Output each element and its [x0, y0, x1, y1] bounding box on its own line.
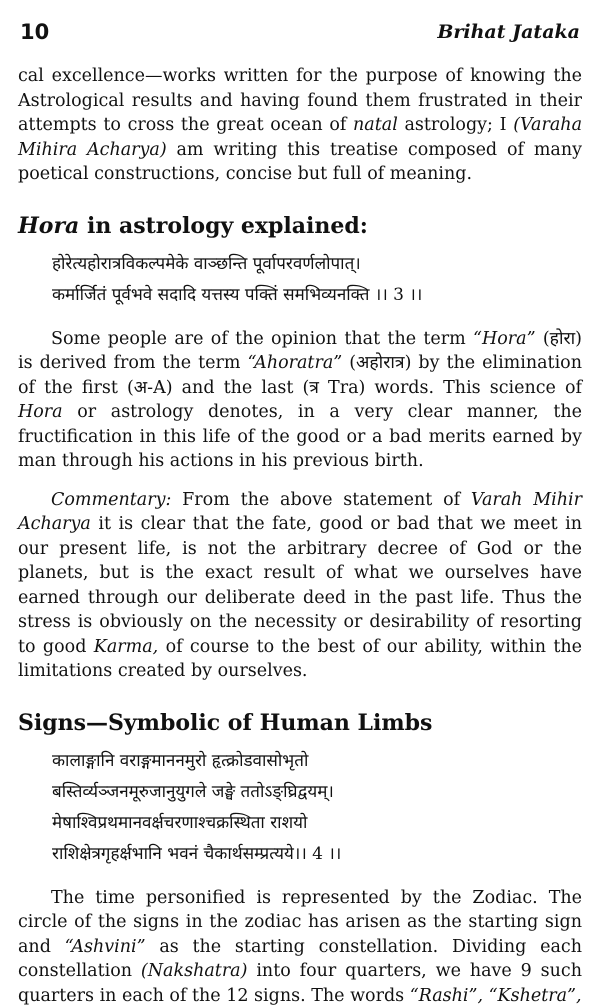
- section-heading-hora: [18, 213, 582, 239]
- text-run: it is clear that the fate, good or bad that we meet in our present life, is not the arbitrary decree of God or the planets, but is the exact result of what we ourselves have earned through our deliberate deed in the past life. Thus the stress is obviously on the necessity or desirability of resorting to good: [18, 514, 582, 657]
- hora-explanation-paragraph: [18, 327, 582, 474]
- italic-run: natal: [353, 115, 398, 135]
- text-run: (होरा) is derived from the term: [18, 329, 582, 374]
- text-run: astrology; I: [398, 115, 513, 135]
- intro-paragraph: [18, 64, 582, 187]
- section-heading-signs: Signs—Symbolic of Human Limbs: [18, 710, 582, 736]
- heading-rest-part: in astrology explained:: [79, 213, 368, 239]
- text-run: The time personified is represented by the Zodiac. The circle of the signs in the zodiac has arisen as the starting sign and: [18, 888, 582, 957]
- commentary-paragraph: [18, 488, 582, 684]
- italic-run: “Rashi”, “Kshetra”,: [410, 986, 582, 1006]
- italic-run: Commentary:: [51, 490, 171, 510]
- text-run: of course to the best of our ability, within the limitations created by ourselves.: [18, 637, 582, 682]
- running-title: Brihat Jataka: [437, 21, 580, 43]
- page-number: 10: [20, 20, 49, 44]
- italic-run: Varah Mihir Acharya: [18, 490, 582, 535]
- text-run: Some people are of the opinion that the term: [51, 329, 473, 349]
- italic-run: Hora: [18, 402, 63, 422]
- heading-italic-part: Hora: [18, 213, 79, 239]
- page-header: [20, 16, 580, 48]
- italic-run: Karma,: [94, 637, 158, 657]
- paragraph-gap: [18, 474, 582, 488]
- verse-line: कर्मार्जितं पूर्वभवे सदादि यत्तस्य पक्तिं समभिव्यनक्ति ।। 3 ।।: [52, 280, 582, 311]
- italic-run: “Ahoratra”: [247, 353, 342, 373]
- verse-line: मेषाश्विप्रथमानवर्क्षचरणाश्चक्रस्थिता राशयो: [52, 808, 582, 839]
- text-run: am writing this treatise composed of many poetical constructions, concise but full of meaning.: [18, 140, 582, 185]
- verse-line: बस्तिर्व्यञ्जनमूरुजानुयुगले जङ्घे ततोऽङ्घ्रिद्वयम्।: [52, 777, 582, 808]
- verse-line: कालाङ्गानि वराङ्गमाननमुरो हृत्क्रोडवासोभृतो: [52, 746, 582, 777]
- page-content: [18, 64, 582, 1008]
- italic-run: “Ashvini”: [65, 937, 146, 957]
- sanskrit-verse-3: [52, 249, 582, 311]
- zodiac-paragraph: [18, 886, 582, 1008]
- verse-line: राशिक्षेत्रगृहर्क्षभानि भवनं चैकार्थसम्प्रत्यये।। 4 ।।: [52, 839, 582, 870]
- verse-line: होरेत्यहोरात्रविकल्पमेके वाञ्छन्ति पूर्वापरवर्णलोपात्।: [52, 249, 582, 280]
- text-run: or astrology denotes, in a very clear manner, the fructification in this life of the good or a bad merits earned by man through his actions in his previous birth.: [18, 402, 582, 471]
- text-run: (अहोरात्र) by the elimination of the first (अ-A) and the last (त्र Tra) words. This science of: [18, 353, 582, 398]
- text-run: cal excellence—works written for the purpose of knowing the Astrological results and having found them frustrated in their attempts to cross the great ocean of: [18, 66, 582, 135]
- text-run: From the above statement of: [171, 490, 471, 510]
- sanskrit-verse-4: [52, 746, 582, 870]
- italic-run: (Nakshatra): [141, 961, 248, 981]
- italic-run: “Hora”: [473, 329, 536, 349]
- italic-run: (Varaha Mihira Acharya): [18, 115, 582, 160]
- text-run: as the starting constellation. Dividing each constellation: [18, 937, 582, 982]
- text-run: into four quarters, we have 9 such quarters in each of the 12 signs. The words: [18, 961, 582, 1006]
